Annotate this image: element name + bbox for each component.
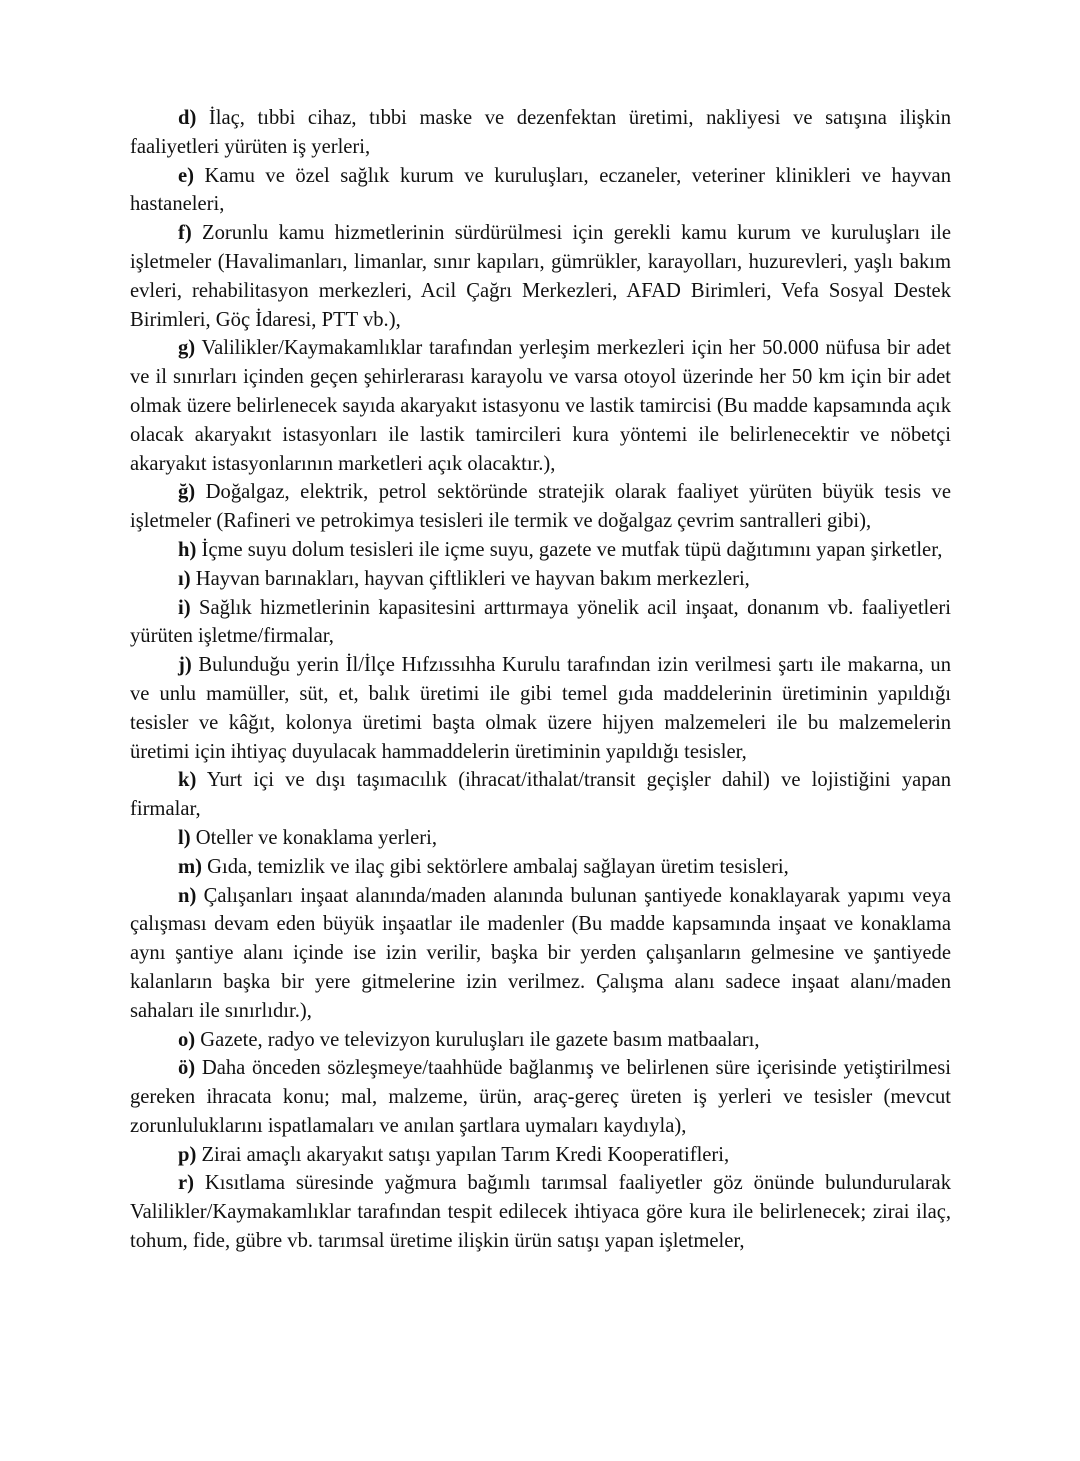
item-letter: ğ) [178,481,196,504]
item-letter: ö) [178,1057,196,1080]
item-letter: n) [178,884,197,907]
item-letter: f) [178,222,192,245]
item-letter: i) [178,596,191,619]
list-item-n [130,882,951,1026]
list-item-l [130,824,951,853]
list-item-e [130,162,951,220]
item-text: Valilikler/Kaymakamlıklar tarafından yerleşim merkezleri için her 50.000 nüfusa bir adet ve il sınırları içinden geçen şehirlerarası karayolu ve varsa otoyol üzerinde her 50 km için bir adet olmak üzere belirlenecek sayıda akaryakıt istasyonu ve lastik tamircisi (Bu madde kapsamında açık olacak akaryakıt istasyonları ile lastik tamircileri kura yöntemi ile belirlenecektir ve nöbetçi akaryakıt istasyonlarının marketleri açık olacaktır.), [130,337,951,475]
item-letter: h) [178,538,197,561]
list-item-k [130,766,951,824]
item-text: Kısıtlama süresinde yağmura bağımlı tarımsal faaliyetler göz önünde bulundurularak Valilikler/Kaymakamlıklar tarafından tespit edilecek ihtiyaca göre kura ile belirlenecek; zirai ilaç, tohum, fide, gübre vb. tarımsal üretime ilişkin ürün satışı yapan işletmeler, [130,1172,951,1253]
item-letter: g) [178,337,196,360]
item-letter: r) [178,1172,194,1195]
item-text: Hayvan barınakları, hayvan çiftlikleri ve hayvan bakım merkezleri, [190,567,750,590]
list-item-r [130,1169,951,1255]
list-item-o-umlaut [130,1054,951,1140]
item-letter: k) [178,769,197,792]
item-letter: e) [178,164,194,187]
item-text: İlaç, tıbbi cihaz, tıbbi maske ve dezenfektan üretimi, nakliyesi ve satışına ilişkin faaliyetleri yürüten iş yerleri, [130,107,951,158]
list-item-i [130,594,951,652]
item-letter: p) [178,1143,197,1166]
item-letter: o) [178,1028,196,1051]
item-text: Gıda, temizlik ve ilaç gibi sektörlere ambalaj sağlayan üretim tesisleri, [202,855,789,878]
item-text: Sağlık hizmetlerinin kapasitesini arttırmaya yönelik acil inşaat, donanım vb. faaliyetleri yürüten işletme/firmalar, [130,596,951,648]
item-text: Zorunlu kamu hizmetlerinin sürdürülmesi için gerekli kamu kurum ve kuruluşları ile işletmeler (Havalimanları, limanlar, sınır kapıları, gümrükler, karayolları, huzurevleri, yaşlı bakım evleri, rehabilitasyon merkezleri, Acil Çağrı Merkezleri, AFAD Birimleri, Vefa Sosyal Destek Birimleri, Göç İdaresi, PTT vb.), [130,222,951,331]
list-item-m [130,853,951,882]
item-text: Gazete, radyo ve televizyon kuruluşları ile gazete basım matbaaları, [195,1028,760,1051]
item-letter: l) [178,826,191,849]
list-item-o [130,1026,951,1055]
document-body [130,104,951,1256]
list-item-dotless-i [130,565,951,594]
item-text: İçme suyu dolum tesisleri ile içme suyu, gazete ve mutfak tüpü dağıtımını yapan şirketler, [196,538,943,561]
list-item-h [130,536,951,565]
list-item-j [130,651,951,766]
list-item-p [130,1141,951,1170]
item-text: Çalışanları inşaat alanında/maden alanında bulunan şantiyede konaklayarak yapımı veya çalışması devam eden büyük inşaatlar ile madenler (Bu madde kapsamında inşaat ve konaklama aynı şantiye alanı içinde ise izin verilir, başka bir yerden çalışanların gelmesine ve şantiyede kalanların başka bir yere gitmelerine izin verilmez. Çalışma alanı sadece inşaat alanı/maden sahaları ile sınırlıdır.), [130,884,951,1022]
item-text: Yurt içi ve dışı taşımacılık (ihracat/ithalat/transit geçişler dahil) ve lojistiğini yapan firmalar, [130,769,951,821]
item-text: Zirai amaçlı akaryakıt satışı yapılan Tarım Kredi Kooperatifleri, [196,1143,730,1166]
item-text: Oteller ve konaklama yerleri, [190,826,438,849]
list-item-g-breve [130,478,951,536]
item-letter: ı) [178,567,191,590]
item-text: Kamu ve özel sağlık kurum ve kuruluşları, eczaneler, veteriner klinikleri ve hayvan hastaneleri, [130,164,951,216]
item-text: Bulunduğu yerin İl/İlçe Hıfzıssıhha Kurulu tarafından izin verilmesi şartı ile makarna, un ve unlu mamüller, süt, et, balık üretimi ile gibi temel gıda maddelerinin üretiminin yapıldığı tesisler ve kâğıt, kolonya üretimi başta olmak üzere hijyen malzemeleri ile bu malzemelerin üretimi için ihtiyaç duyulacak hammaddelerin üretiminin yapıldığı tesisler, [130,654,951,763]
item-text: Doğalgaz, elektrik, petrol sektöründe stratejik olarak faaliyet yürüten büyük tesis ve işletmeler (Rafineri ve petrokimya tesisleri ile termik ve doğalgaz çevrim santralleri gibi), [130,481,951,533]
list-item-d [130,104,951,162]
item-letter: j) [178,654,192,677]
item-letter: m) [178,855,203,878]
list-item-g [130,334,951,478]
item-text: Daha önceden sözleşmeye/taahhüde bağlanmış ve belirlenen süre içerisinde yetiştirilmesi gereken ihracata konu; mal, malzeme, ürün, araç-gereç üreten iş yerleri ve tesisler (mevcut zorunluluklarını ispatlamaları ve anılan şartlara uymaları kaydıyla), [130,1057,951,1137]
list-item-f [130,219,951,334]
item-letter: d) [178,107,197,129]
